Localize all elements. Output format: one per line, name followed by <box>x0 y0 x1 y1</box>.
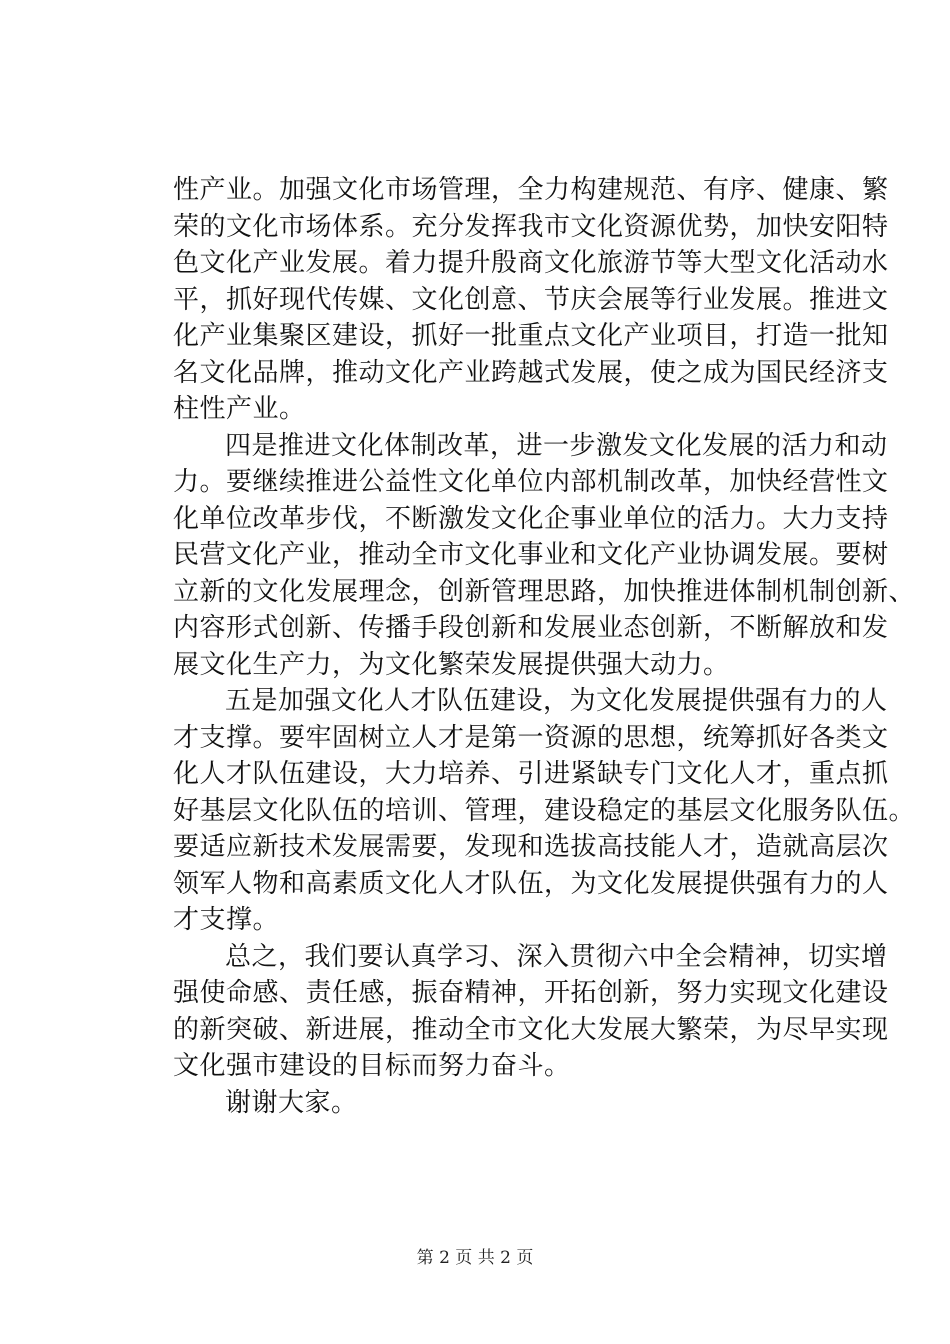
page-number-footer: 第 2 页 共 2 页 <box>416 1248 534 1268</box>
text-line: 领军人物和高素质文化人才队伍，为文化发展提供强有力的人 <box>173 868 889 899</box>
text-line: 力。要继续推进公益性文化单位内部机制改革，加快经营性文 <box>173 467 889 497</box>
text-line: 立新的文化发展理念，创新管理思路，加快推进体制机制创新、 <box>173 576 916 607</box>
text-line: 才支撑。 <box>173 905 280 935</box>
paragraph-thanks <box>173 1085 783 1122</box>
text-line: 内容形式创新、传播手段创新和发展业态创新，不断解放和发 <box>173 613 889 643</box>
text-line: 文化强市建设的目标而努力奋斗。 <box>173 1051 571 1081</box>
text-line: 民营文化产业，推动全市文化事业和文化产业协调发展。要树 <box>173 540 889 570</box>
text-line: 好基层文化队伍的培训、管理，建设稳定的基层文化服务队伍。 <box>173 795 916 826</box>
text-line: 化单位改革步伐，不断激发文化企事业单位的活力。大力支持 <box>173 503 889 534</box>
text-line: 荣的文化市场体系。充分发挥我市文化资源优势，加快安阳特 <box>173 211 889 242</box>
text-line: 展文化生产力，为文化繁荣发展提供强大动力。 <box>173 649 730 680</box>
text-line: 总之，我们要认真学习、深入贯彻六中全会精神，切实增 <box>225 941 888 972</box>
text-line: 才支撑。要牢固树立人才是第一资源的思想，统筹抓好各类文 <box>173 722 889 753</box>
text-line: 化人才队伍建设，大力培养、引进紧缺专门文化人才，重点抓 <box>173 759 889 789</box>
text-line: 名文化品牌，推动文化产业跨越式发展，使之成为国民经济支 <box>173 357 889 388</box>
text-line: 化产业集聚区建设，抓好一批重点文化产业项目，打造一批知 <box>173 321 889 351</box>
text-line: 平，抓好现代传媒、文化创意、节庆会展等行业发展。推进文 <box>173 284 889 315</box>
text-line: 要适应新技术发展需要，发现和选拔高技能人才，造就高层次 <box>173 832 889 862</box>
text-line: 四是推进文化体制改革，进一步激发文化发展的活力和动 <box>225 430 888 461</box>
paragraph-conclusion <box>173 939 889 1085</box>
text-line: 谢谢大家。 <box>225 1087 358 1118</box>
text-line: 五是加强文化人才队伍建设，为文化发展提供强有力的人 <box>225 686 888 716</box>
paragraph-talent <box>173 683 916 939</box>
text-line: 色文化产业发展。着力提升殷商文化旅游节等大型文化活动水 <box>173 248 889 278</box>
text-line: 的新突破、新进展，推动全市文化大发展大繁荣，为尽早实现 <box>173 1014 889 1045</box>
paragraph-industry <box>173 172 889 428</box>
paragraph-reform <box>173 428 916 684</box>
text-line: 柱性产业。 <box>173 394 306 424</box>
text-line: 性产业。加强文化市场管理，全力构建规范、有序、健康、繁 <box>173 175 889 205</box>
document-body <box>173 172 916 1121</box>
text-line: 强使命感、责任感，振奋精神，开拓创新，努力实现文化建设 <box>173 978 889 1008</box>
